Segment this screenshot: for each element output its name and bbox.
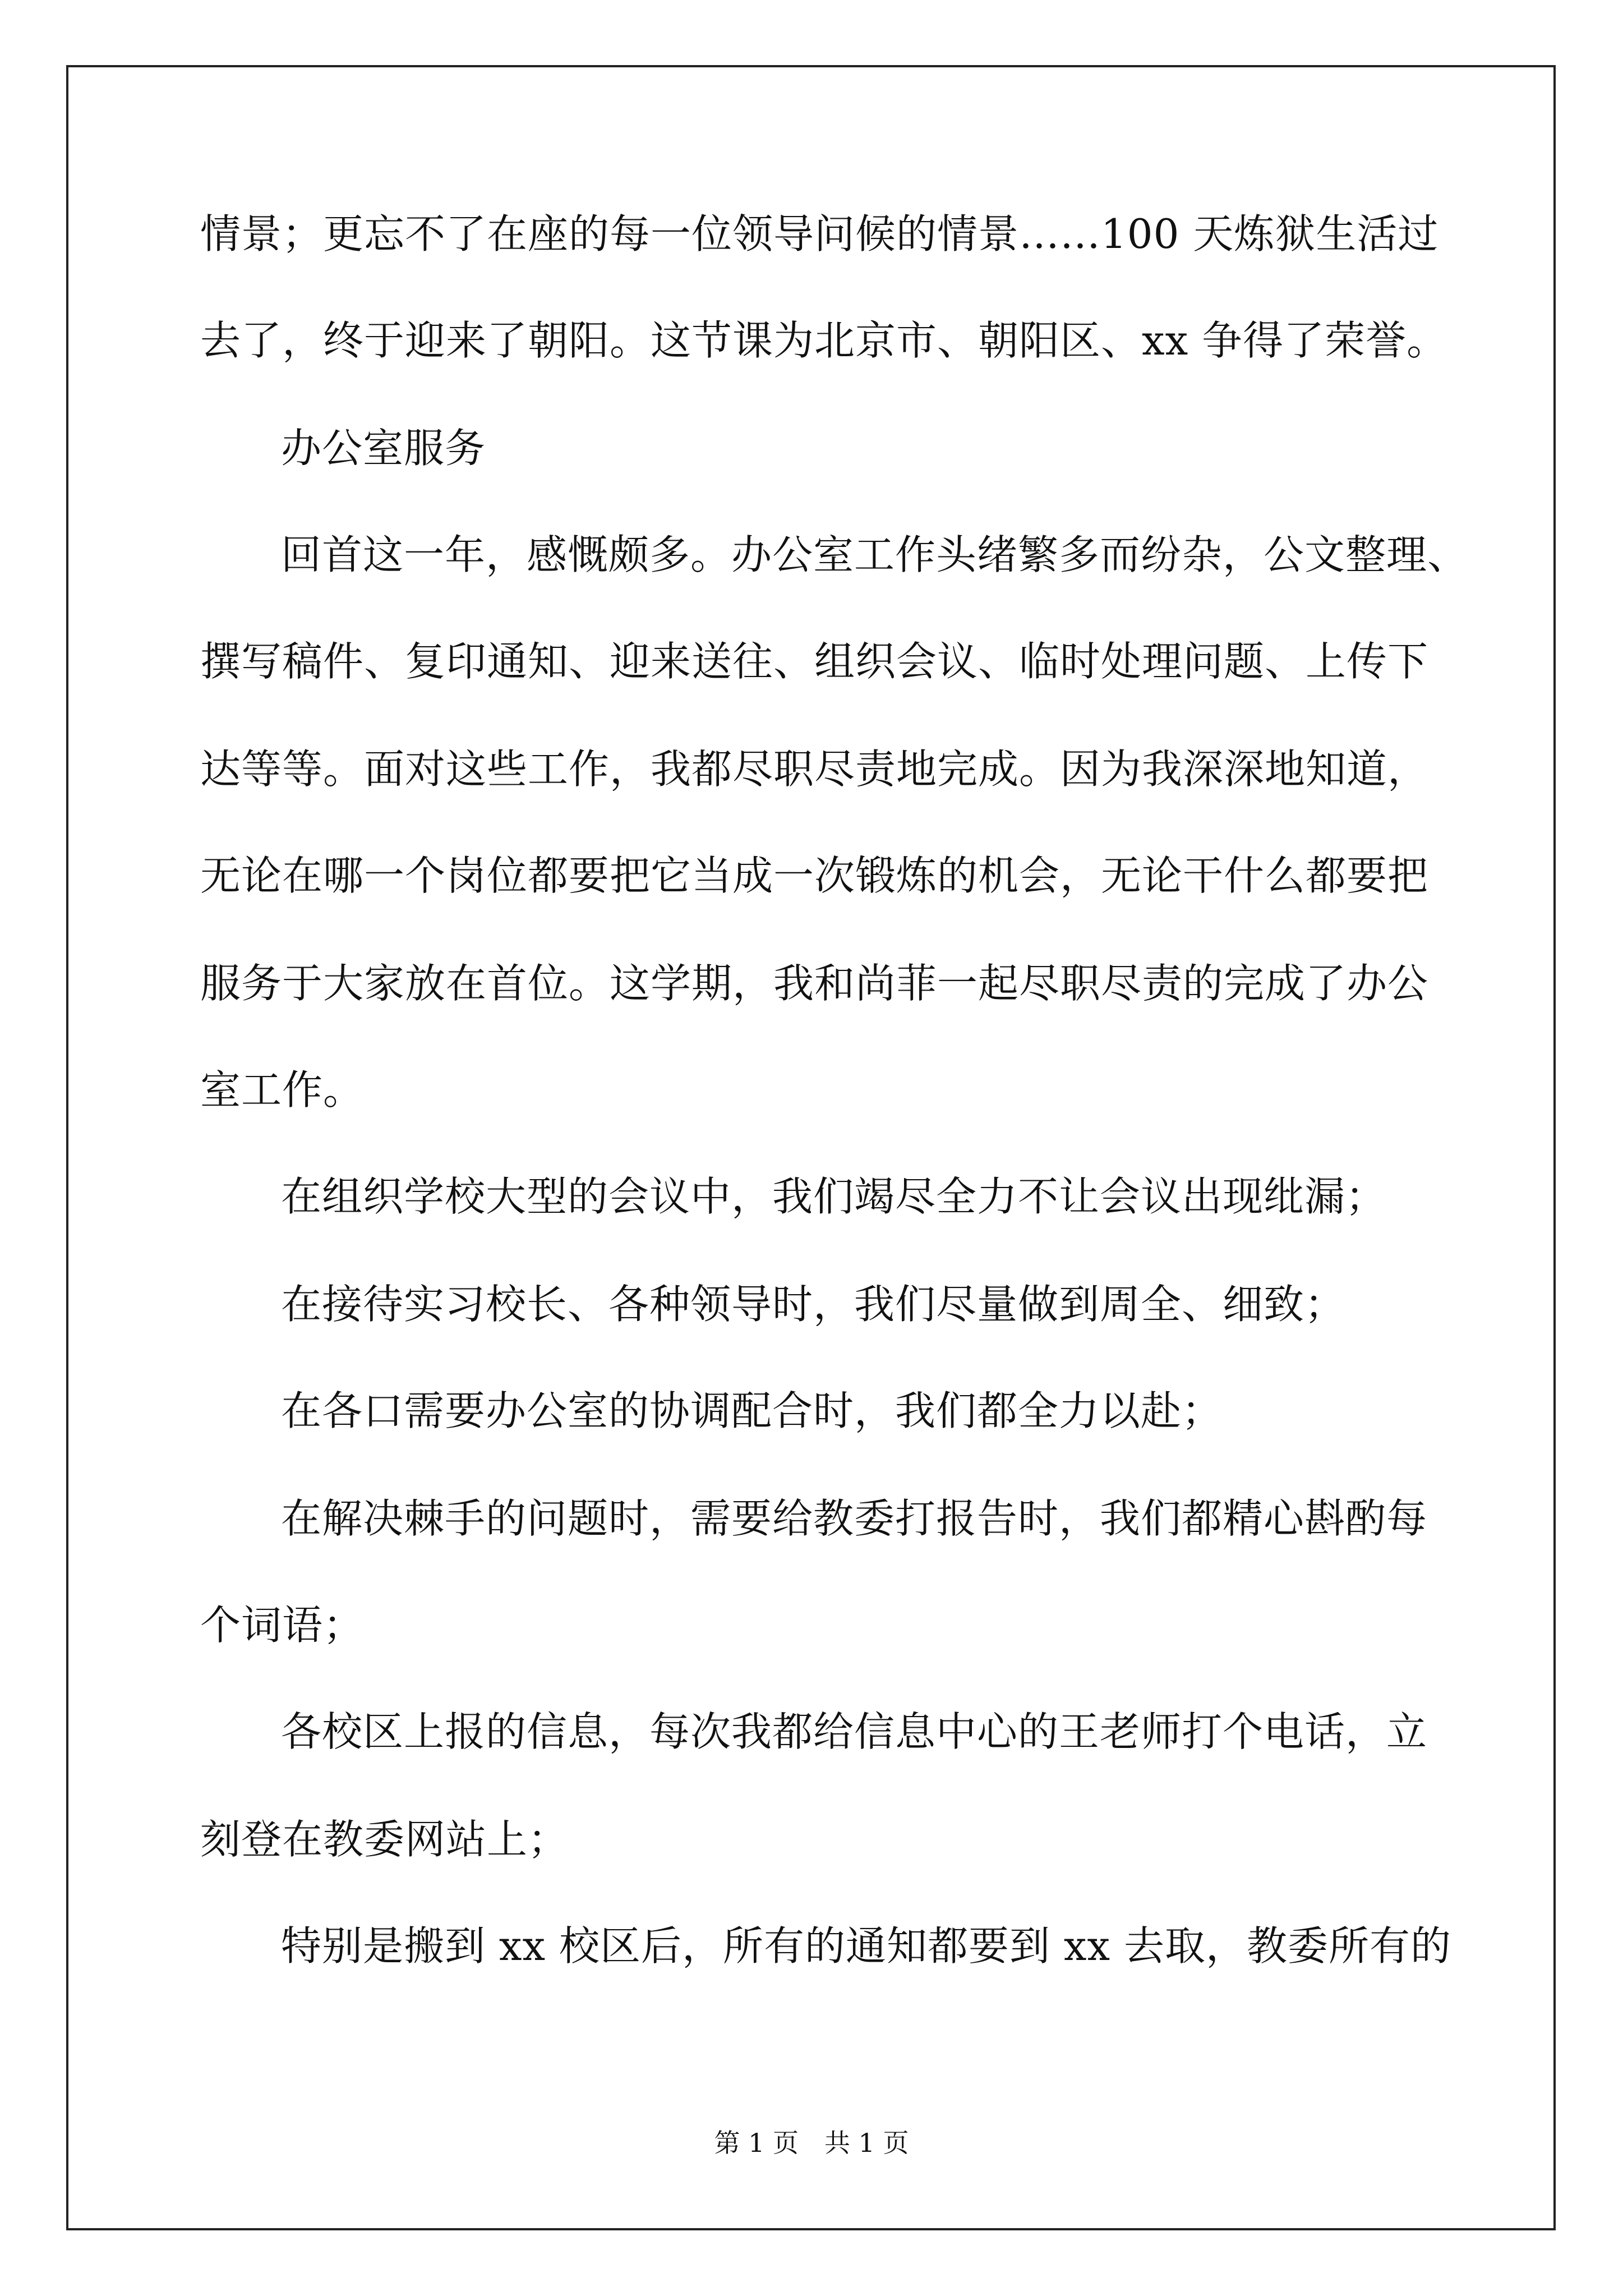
text-line: 各校区上报的信息，每次我都给信息中心的王老师打个电话，立: [281, 1708, 1428, 1755]
text-line: 室工作。: [200, 1066, 365, 1114]
text-line: 刻登在教委网站上；: [200, 1816, 569, 1863]
section-heading: 办公室服务: [281, 425, 486, 472]
text-line: 个词语；: [200, 1602, 365, 1649]
text-line: 在各口需要办公室的协调配合时，我们都全力以赴；: [281, 1387, 1223, 1434]
text-line: 在组织学校大型的会议中，我们竭尽全力不让会议出现纰漏；: [281, 1173, 1387, 1220]
page-border: [66, 65, 1556, 2230]
text-line: 情景；更忘不了在座的每一位领导问候的情景……100 天炼狱生活过: [200, 210, 1439, 257]
text-line: 服务于大家放在首位。这学期，我和尚菲一起尽职尽责的完成了办公: [200, 960, 1429, 1007]
page-number-footer: 第 1 页 共 1 页: [714, 2128, 909, 2158]
text-line: 无论在哪一个岗位都要把它当成一次锻炼的机会，无论干什么都要把: [200, 852, 1429, 899]
text-line: 回首这一年，感慨颇多。办公室工作头绪繁多而纷杂，公文整理、: [281, 531, 1469, 578]
text-line: 撰写稿件、复印通知、迎来送往、组织会议、临时处理问题、上传下: [200, 638, 1429, 685]
text-line: 在解决棘手的问题时，需要给教委打报告时，我们都精心斟酌每: [281, 1495, 1428, 1542]
text-line: 特别是搬到 xx 校区后，所有的通知都要到 xx 去取，教委所有的: [281, 1922, 1451, 1970]
text-line: 去了，终于迎来了朝阳。这节课为北京市、朝阳区、xx 争得了荣誉。: [200, 317, 1448, 364]
text-line: 达等等。面对这些工作，我都尽职尽责地完成。因为我深深地知道，: [200, 746, 1429, 793]
text-line: 在接待实习校长、各种领导时，我们尽量做到周全、细致；: [281, 1281, 1346, 1328]
